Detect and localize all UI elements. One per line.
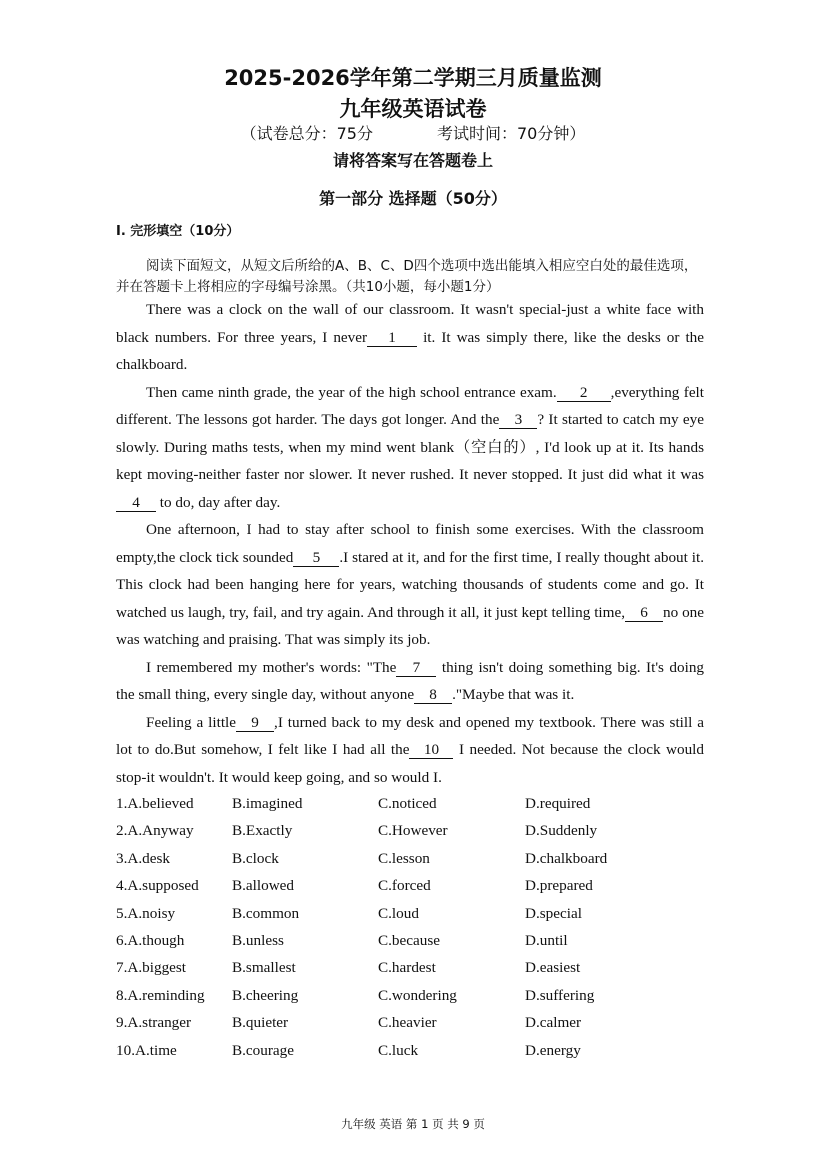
option-row (116, 902, 716, 929)
option-6-b: B.unless (232, 931, 284, 949)
section-title: I. 完形填空（10分） (116, 224, 240, 239)
option-4-a: 4.A.supposed (116, 877, 199, 895)
option-4-c: C.forced (378, 877, 431, 895)
option-2-b: B.Exactly (232, 822, 293, 840)
cloze-passage (116, 296, 704, 791)
exam-time: 考试时间：70分钟） (437, 124, 586, 143)
page-footer: 九年级 英语 第 1 页 共 9 页 (341, 1117, 485, 1131)
option-9-d: D.calmer (525, 1014, 582, 1032)
option-10-b: B.courage (232, 1041, 294, 1059)
answer-note: 请将答案写在答题卷上 (332, 151, 493, 170)
option-4-d: D.prepared (525, 877, 593, 895)
option-7-a: 7.A.biggest (116, 959, 187, 977)
option-row (116, 1011, 716, 1038)
option-3-a: 3.A.desk (116, 849, 170, 867)
paragraph-2: Then came ninth grade, the year of the high school entrance exam. 2 ,everything felt different. The lessons got harder. The days got longer. And the 3 ? It started to catch my eye slowly. During maths tests, when my mind went blank（空白的）, I'd look up at it. Its hands kept moving-neither faster nor slower. It never rushed. It never stopped. It just did what it was4 to do, day after day. (116, 383, 705, 511)
option-1-a: 1.A.believed (116, 795, 194, 812)
paragraph-3: One afternoon, I had to stay after school to finish some exercises. With the classroom empty,the clock tick sounded 5 .I stared at it, and for the first time, I really thought about it. This clock had been hanging here for years, watching thousands of students come and go. It watched us laugh, try, fail, and try again. And through it all, it just kept telling time, 6 no one was watching and praising. That was simply its job. (116, 521, 705, 648)
option-9-a: 9.A.stranger (116, 1014, 192, 1032)
option-9-c: C.heavier (378, 1014, 437, 1032)
exam-title: 2025-2026学年第二学期三月质量监测 (224, 66, 602, 90)
option-row (116, 792, 716, 819)
option-3-d: D.chalkboard (525, 849, 608, 867)
option-3-b: B.clock (232, 849, 279, 867)
blank-3: 3 (499, 412, 537, 429)
option-6-a: 6.A.though (116, 931, 185, 949)
option-row (116, 929, 716, 956)
option-row (116, 1039, 716, 1066)
option-row (116, 874, 716, 901)
option-1-d: D.required (525, 795, 591, 812)
blank-2: 2 (557, 385, 611, 402)
part-title: 第一部分 选择题（50分） (319, 189, 507, 208)
option-1-b: B.imagined (232, 795, 303, 812)
instructions: 阅读下面短文，从短文后所给的A、B、C、D四个选项中选出能填入相应空白处的最佳选项，并在答题卡上将相应的字母编号涂黑。（共10小题，每小题1分） (116, 258, 698, 295)
blank-4: 4 (116, 495, 156, 512)
option-5-d: D.special (525, 904, 582, 922)
option-8-b: B.cheering (232, 986, 299, 1004)
option-2-a: 2.A.Anyway (116, 822, 194, 840)
option-10-d: D.energy (525, 1041, 581, 1059)
option-5-c: C.loud (378, 904, 419, 922)
total-score: （试卷总分：75分 (240, 124, 373, 143)
option-1-c: C.noticed (378, 795, 437, 812)
option-5-b: B.common (232, 904, 300, 922)
blank-5: 5 (293, 550, 339, 567)
option-row (116, 819, 716, 846)
answer-options (116, 792, 716, 1066)
option-row (116, 984, 716, 1011)
option-3-c: C.lesson (378, 849, 430, 867)
paragraph-1: There was a clock on the wall of our classroom. It wasn't special-just a white face with black numbers. For three years, I never 1 it. It was simply there, like the desks or the chalkboard. (116, 301, 704, 373)
blank-6: 6 (625, 605, 663, 622)
option-9-b: B.quieter (232, 1014, 289, 1032)
blank-10: 10 (409, 742, 453, 759)
paragraph-4: I remembered my mother's words: "The 7 thing isn't doing something big. It's doing the small thing, every single day, without anyone 8 ."Maybe that was it. (116, 658, 705, 703)
option-8-d: D.suffering (525, 986, 595, 1004)
blank-1: 1 (367, 330, 417, 347)
option-6-d: D.until (525, 931, 568, 949)
option-10-a: 10.A.time (116, 1041, 177, 1059)
option-2-c: C.However (378, 822, 448, 840)
option-10-c: C.luck (378, 1041, 419, 1059)
option-6-c: C.because (378, 931, 440, 949)
blank-9: 9 (236, 715, 274, 732)
blank-7: 7 (396, 660, 436, 677)
option-row (116, 956, 716, 983)
option-row (116, 847, 716, 874)
option-7-d: D.easiest (525, 959, 581, 977)
exam-subtitle: 九年级英语试卷 (339, 97, 487, 121)
paragraph-5: Feeling a little 9 ,I turned back to my desk and opened my textbook. There was still a lot to do.But somehow, I felt like I had all the 10 I needed. Not because the clock would stop-it wouldn't. It would keep going, and so would I. (116, 713, 704, 786)
blank-8: 8 (414, 687, 452, 704)
option-8-c: C.wondering (378, 986, 457, 1004)
option-2-d: D.Suddenly (525, 822, 598, 840)
option-7-b: B.smallest (232, 959, 296, 977)
option-4-b: B.allowed (232, 877, 295, 895)
exam-meta (0, 121, 826, 144)
option-7-c: C.hardest (378, 959, 436, 977)
option-8-a: 8.A.reminding (116, 986, 205, 1004)
option-5-a: 5.A.noisy (116, 904, 176, 922)
